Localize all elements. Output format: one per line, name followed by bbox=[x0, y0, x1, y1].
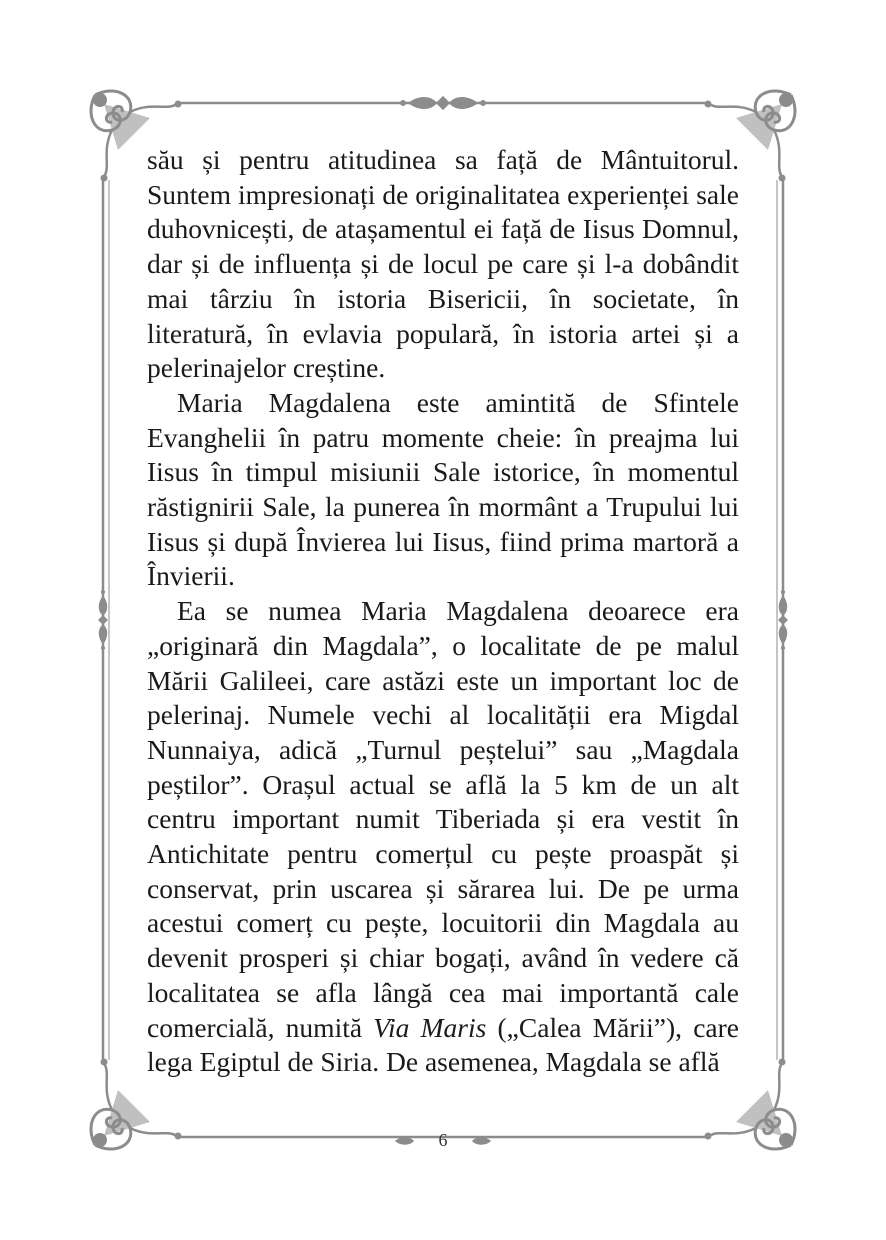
paragraph-2: Maria Magdalena este amintită de Sfintele Evanghelii în patru momente cheie: în preajma lui Iisus în timpul misiunii Sale istorice, în momentul răstignirii Sale, la punerea în mormânt a Trupului lui Iisus și după Învierea lui Iisus, fiind prima martoră a Învierii. bbox=[147, 386, 739, 592]
page-number: 6 bbox=[438, 1130, 448, 1150]
paragraph-1: său și pentru atitudinea sa față de Mântuitorul. Suntem impresionați de originalitatea experienței sale duhovnicești, de atașamentul ei față de Iisus Domnul, dar și de influența și de locul pe care și l-a dobândit mai târziu în istoria Bisericii, în societate, în literatură, în evlavia populară, în istoria artei și a pelerinajelor creștine. bbox=[147, 144, 739, 384]
italic-term: Via Maris bbox=[373, 1011, 487, 1043]
paragraph-3-text-a: Ea se numea Maria Magdalena deoarece era „originară din Magdala”, o localitate de pe malul Mării Galileei, care astăzi este un important loc de pelerinaj. Numele vechi al localității era Migdal Nunnaiya, adică „Turnul peștelui” sau „Magdala peștilor”. Orașul actual se află la 5 km de un alt centru important numit Tiberiada și era vestit în Antichitate pentru comerțul cu pește proaspăt și conservat, prin uscarea și sărarea lui. De pe urma acestui comerț cu pește, locuitorii din Magdala au devenit prosperi și chiar bogați, având în vedere că localitatea se afla lângă cea mai importantă cale comercială, numită bbox=[147, 595, 739, 1043]
paragraph-3-text-b: („Calea Mării”), care lega Egiptul de Siria. De asemenea, Magdala se află bbox=[147, 1011, 739, 1078]
paragraph-3 bbox=[147, 594, 739, 1080]
body-text bbox=[147, 143, 739, 1080]
